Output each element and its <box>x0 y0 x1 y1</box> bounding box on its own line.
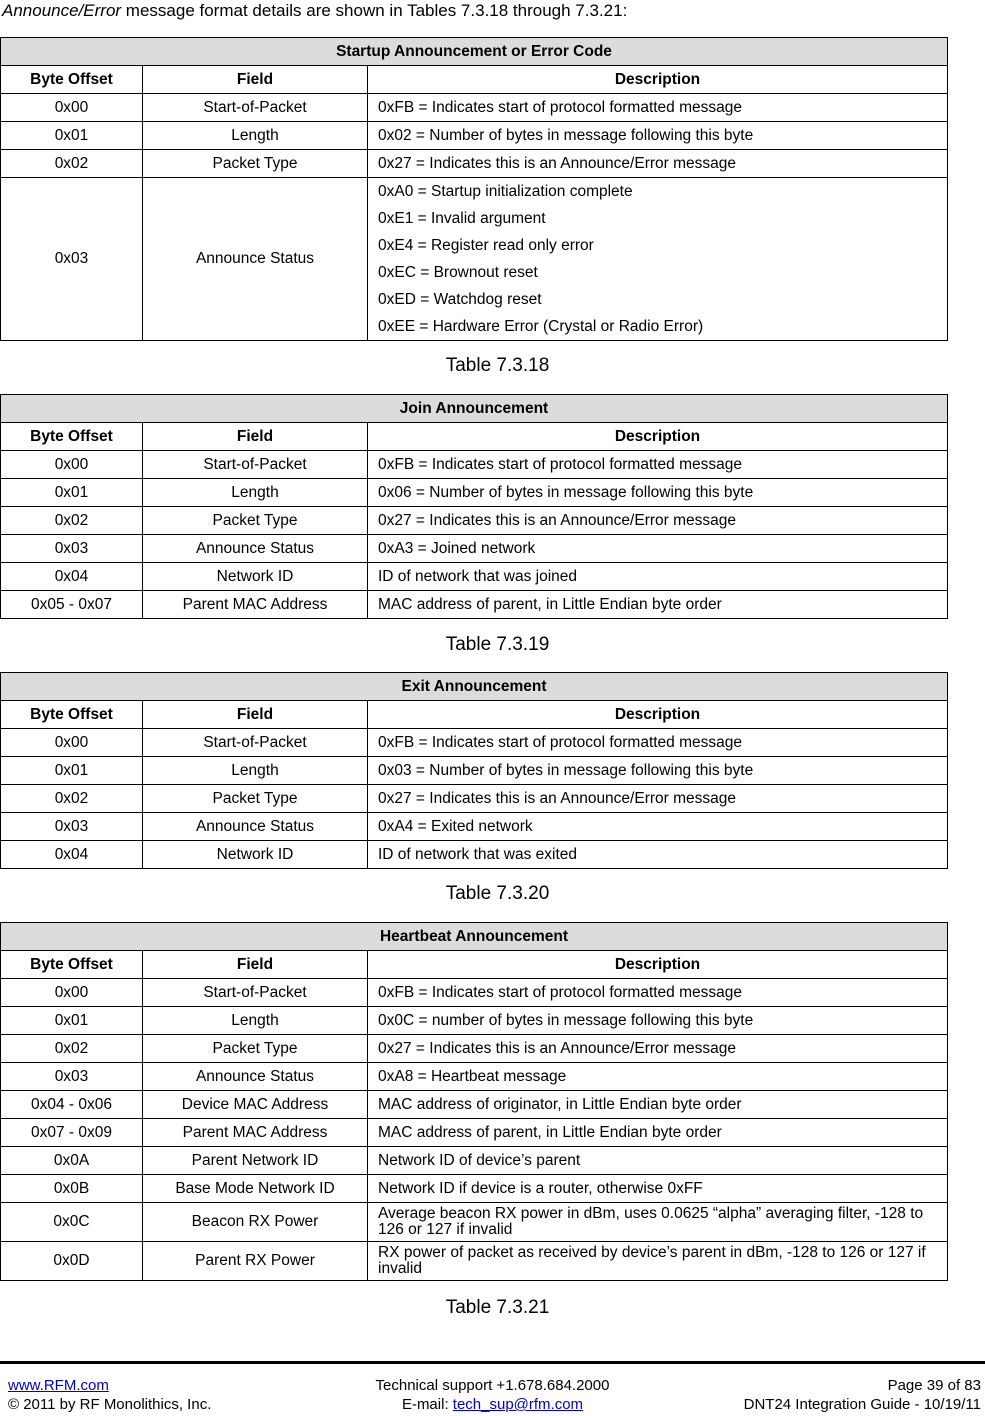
field: Base Mode Network ID <box>143 1175 368 1203</box>
description: MAC address of parent, in Little Endian byte order <box>368 1119 948 1147</box>
table-row <box>1 591 948 619</box>
description: 0x03 = Number of bytes in message following this byte <box>368 757 948 785</box>
field: Packet Type <box>143 1035 368 1063</box>
intro-paragraph <box>2 0 627 22</box>
status-code: 0xEE = Hardware Error (Crystal or Radio Error) <box>378 318 704 335</box>
description: 0xA8 = Heartbeat message <box>368 1063 948 1091</box>
field: Beacon RX Power <box>143 1203 368 1242</box>
table-row <box>1 150 948 178</box>
table-row <box>1 1091 948 1119</box>
table-row <box>1 1147 948 1175</box>
field: Start-of-Packet <box>143 94 368 122</box>
byte-offset: 0x04 <box>1 563 143 591</box>
byte-offset: 0x02 <box>1 150 143 178</box>
description: Network ID if device is a router, otherwise 0xFF <box>368 1175 948 1203</box>
table-caption: Table 7.3.18 <box>445 355 550 376</box>
document-title: DNT24 Integration Guide - 10/19/11 <box>743 1396 981 1413</box>
field: Packet Type <box>143 785 368 813</box>
table-title: Heartbeat Announcement <box>1 923 948 951</box>
description: MAC address of parent, in Little Endian byte order <box>368 591 948 619</box>
description: Average beacon RX power in dBm, uses 0.0625 “alpha” averaging filter, -128 to 126 or 127 if invalid <box>368 1203 948 1242</box>
header-description: Description <box>368 66 948 94</box>
byte-offset: 0x00 <box>1 979 143 1007</box>
byte-offset: 0x01 <box>1 122 143 150</box>
table-row <box>1 479 948 507</box>
header-description: Description <box>368 423 948 451</box>
field: Packet Type <box>143 507 368 535</box>
page-number: Page 39 of 83 <box>887 1377 981 1394</box>
table-row <box>1 507 948 535</box>
table-startup-announcement <box>0 37 948 341</box>
field: Parent MAC Address <box>143 1119 368 1147</box>
byte-offset: 0x03 <box>1 813 143 841</box>
field: Announce Status <box>143 535 368 563</box>
table-row <box>1 122 948 150</box>
field: Length <box>143 757 368 785</box>
byte-offset: 0x03 <box>1 1063 143 1091</box>
status-code: 0xED = Watchdog reset <box>378 291 542 308</box>
table-caption: Table 7.3.19 <box>445 634 550 655</box>
field: Network ID <box>143 563 368 591</box>
description: 0xFB = Indicates start of protocol formatted message <box>368 979 948 1007</box>
header-field: Field <box>143 423 368 451</box>
header-byte-offset: Byte Offset <box>1 951 143 979</box>
byte-offset: 0x00 <box>1 729 143 757</box>
table-row <box>1 1175 948 1203</box>
table-title: Startup Announcement or Error Code <box>1 38 948 66</box>
table-row <box>1 729 948 757</box>
header-description: Description <box>368 951 948 979</box>
table-title: Exit Announcement <box>1 673 948 701</box>
status-code: 0xE1 = Invalid argument <box>378 210 546 227</box>
header-field: Field <box>143 951 368 979</box>
header-byte-offset: Byte Offset <box>1 66 143 94</box>
field: Packet Type <box>143 150 368 178</box>
field: Start-of-Packet <box>143 729 368 757</box>
field: Parent MAC Address <box>143 591 368 619</box>
description: 0x0C = number of bytes in message following this byte <box>368 1007 948 1035</box>
description: 0xFB = Indicates start of protocol formatted message <box>368 729 948 757</box>
description: 0x27 = Indicates this is an Announce/Error message <box>368 785 948 813</box>
byte-offset: 0x0D <box>1 1242 143 1281</box>
table-row <box>1 1007 948 1035</box>
table-row <box>1 535 948 563</box>
support-phone: Technical support +1.678.684.2000 <box>375 1377 610 1394</box>
header-description: Description <box>368 701 948 729</box>
footer-right <box>744 1376 981 1414</box>
byte-offset: 0x05 - 0x07 <box>1 591 143 619</box>
table-row <box>1 1063 948 1091</box>
byte-offset: 0x00 <box>1 451 143 479</box>
description: 0x27 = Indicates this is an Announce/Error message <box>368 507 948 535</box>
byte-offset: 0x0B <box>1 1175 143 1203</box>
byte-offset: 0x03 <box>1 178 143 341</box>
status-code-list <box>368 178 948 341</box>
field: Length <box>143 122 368 150</box>
byte-offset: 0x01 <box>1 757 143 785</box>
field: Announce Status <box>143 1063 368 1091</box>
description: MAC address of originator, in Little Endian byte order <box>368 1091 948 1119</box>
byte-offset: 0x0A <box>1 1147 143 1175</box>
table-heartbeat-announcement <box>0 922 948 1281</box>
byte-offset: 0x0C <box>1 1203 143 1242</box>
description: 0xFB = Indicates start of protocol formatted message <box>368 94 948 122</box>
table-row <box>1 94 948 122</box>
table-caption: Table 7.3.20 <box>445 883 550 904</box>
field: Network ID <box>143 841 368 869</box>
table-row <box>1 841 948 869</box>
description: 0xA4 = Exited network <box>368 813 948 841</box>
field: Start-of-Packet <box>143 451 368 479</box>
byte-offset: 0x02 <box>1 507 143 535</box>
field: Start-of-Packet <box>143 979 368 1007</box>
description: RX power of packet as received by device’s parent in dBm, -128 to 126 or 127 if invalid <box>368 1242 948 1281</box>
header-byte-offset: Byte Offset <box>1 701 143 729</box>
field: Parent RX Power <box>143 1242 368 1281</box>
website-link[interactable]: www.RFM.com <box>8 1377 109 1394</box>
table-row <box>1 979 948 1007</box>
table-row <box>1 1035 948 1063</box>
description: 0x27 = Indicates this is an Announce/Error message <box>368 1035 948 1063</box>
description: ID of network that was joined <box>368 563 948 591</box>
copyright: © 2011 by RF Monolithics, Inc. <box>8 1396 212 1413</box>
table-join-announcement <box>0 394 948 619</box>
field: Announce Status <box>143 178 368 341</box>
status-code: 0xE4 = Register read only error <box>378 237 594 254</box>
table-row <box>1 785 948 813</box>
byte-offset: 0x02 <box>1 785 143 813</box>
byte-offset: 0x00 <box>1 94 143 122</box>
table-row <box>1 1203 948 1242</box>
byte-offset: 0x02 <box>1 1035 143 1063</box>
table-caption: Table 7.3.21 <box>445 1297 550 1318</box>
table-exit-announcement <box>0 672 948 869</box>
table-row <box>1 813 948 841</box>
table-row <box>1 563 948 591</box>
byte-offset: 0x04 <box>1 841 143 869</box>
header-byte-offset: Byte Offset <box>1 423 143 451</box>
intro-italic: Announce/Error <box>2 1 122 20</box>
header-field: Field <box>143 701 368 729</box>
status-code: 0xEC = Brownout reset <box>378 264 538 281</box>
field: Announce Status <box>143 813 368 841</box>
header-field: Field <box>143 66 368 94</box>
byte-offset: 0x04 - 0x06 <box>1 1091 143 1119</box>
table-row <box>1 451 948 479</box>
table-row-announce-status <box>1 178 948 341</box>
byte-offset: 0x01 <box>1 479 143 507</box>
field: Length <box>143 1007 368 1035</box>
byte-offset: 0x01 <box>1 1007 143 1035</box>
description: Network ID of device’s parent <box>368 1147 948 1175</box>
intro-text: message format details are shown in Tables 7.3.18 through 7.3.21: <box>121 1 628 20</box>
table-row <box>1 757 948 785</box>
status-code: 0xA0 = Startup initialization complete <box>378 183 633 200</box>
description: 0xA3 = Joined network <box>368 535 948 563</box>
table-title: Join Announcement <box>1 395 948 423</box>
description: ID of network that was exited <box>368 841 948 869</box>
byte-offset: 0x07 - 0x09 <box>1 1119 143 1147</box>
field: Length <box>143 479 368 507</box>
table-row <box>1 1242 948 1281</box>
email-link[interactable]: tech_sup@rfm.com <box>452 1396 584 1413</box>
field: Device MAC Address <box>143 1091 368 1119</box>
field: Parent Network ID <box>143 1147 368 1175</box>
description: 0xFB = Indicates start of protocol formatted message <box>368 451 948 479</box>
email-label: E-mail: <box>401 1396 453 1413</box>
description: 0x02 = Number of bytes in message following this byte <box>368 122 948 150</box>
description: 0x06 = Number of bytes in message following this byte <box>368 479 948 507</box>
footer-divider <box>0 1361 985 1364</box>
description: 0x27 = Indicates this is an Announce/Error message <box>368 150 948 178</box>
table-row <box>1 1119 948 1147</box>
byte-offset: 0x03 <box>1 535 143 563</box>
